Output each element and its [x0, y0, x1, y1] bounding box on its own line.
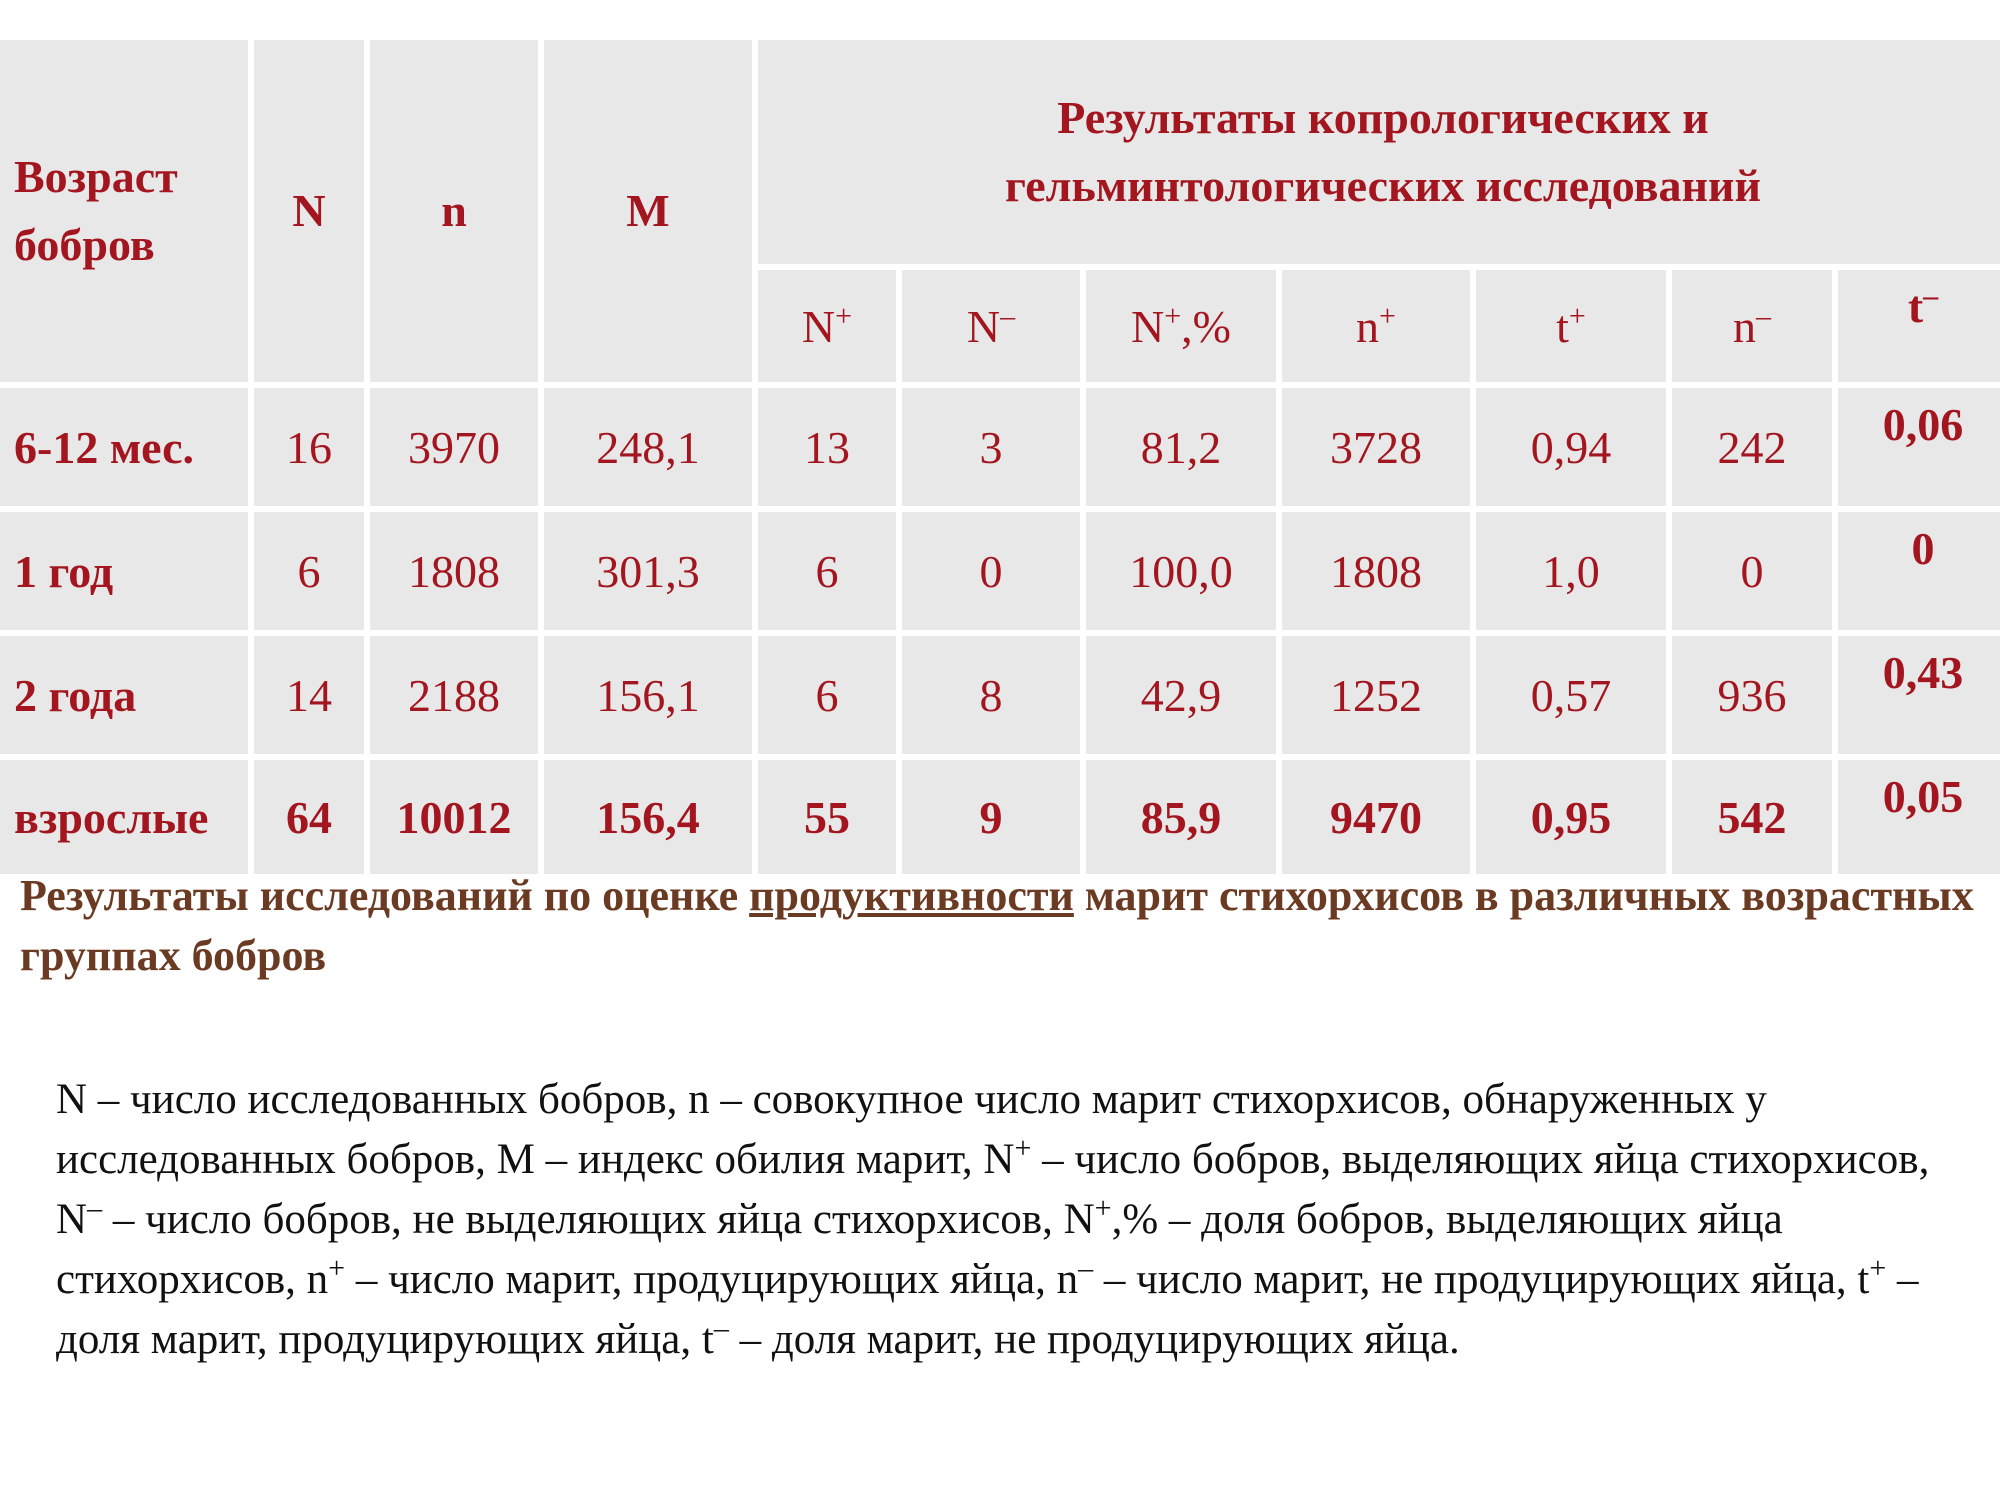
- header-symbol: N: [966, 300, 1001, 352]
- cell-Nm: 9: [902, 760, 1080, 874]
- header-row-1: [0, 40, 2000, 264]
- header-suffix: ,%: [1181, 300, 1231, 352]
- legend-segment: – число бобров, не выделяющих яйца стихорхисов, N: [102, 1196, 1095, 1243]
- cell-np: 9470: [1282, 760, 1470, 874]
- nminus-header: [1672, 270, 1832, 382]
- caption-underlined-word: продуктивности: [749, 871, 1074, 920]
- cell-N: 16: [254, 388, 364, 506]
- cell-N: 64: [254, 760, 364, 874]
- cell-age: взрослые: [0, 760, 248, 874]
- header-symbol: n: [1733, 300, 1756, 352]
- caption-text-start: Результаты исследований по оценке: [20, 871, 750, 920]
- header-superscript: –: [1000, 299, 1016, 333]
- header-superscript: +: [1568, 299, 1586, 333]
- cell-Np: 55: [758, 760, 896, 874]
- age-header: Возраст бобров: [0, 40, 248, 382]
- table-row: [0, 388, 2000, 506]
- cell-nm: 242: [1672, 388, 1832, 506]
- cell-Np: 6: [758, 636, 896, 754]
- cell-tp: 0,94: [1476, 388, 1666, 506]
- header-superscript: +: [1379, 299, 1396, 333]
- cell-M: 156,4: [544, 760, 752, 874]
- cell-Npct: 85,9: [1086, 760, 1276, 874]
- legend-segment: – число марит, не продуцирующих яйца, t: [1093, 1256, 1870, 1303]
- header-symbol: n: [1356, 300, 1380, 352]
- results-table-container: [0, 40, 1990, 858]
- cell-n: 10012: [370, 760, 538, 874]
- legend-superscript: +: [328, 1251, 346, 1285]
- legend-segment: – доля марит, не продуцирующих яйца.: [728, 1316, 1460, 1363]
- cell-Npct: 42,9: [1086, 636, 1276, 754]
- header-symbol: t: [1556, 300, 1569, 352]
- cell-age: 6-12 мес.: [0, 388, 248, 506]
- cell-np: 1808: [1282, 512, 1470, 630]
- legend-superscript: –: [713, 1311, 729, 1345]
- legend-superscript: +: [1869, 1251, 1887, 1285]
- cell-Nm: 8: [902, 636, 1080, 754]
- tplus-header: [1476, 270, 1666, 382]
- cell-nm: 542: [1672, 760, 1832, 874]
- table-row: [0, 636, 2000, 754]
- legend-superscript: –: [87, 1191, 103, 1225]
- cell-tp: 0,95: [1476, 760, 1666, 874]
- group-title-text: Результаты копрологических и гельминтологических исследований: [1004, 92, 1762, 211]
- cell-N: 14: [254, 636, 364, 754]
- cell-Npct: 100,0: [1086, 512, 1276, 630]
- cell-Npct: 81,2: [1086, 388, 1276, 506]
- cell-M: 156,1: [544, 636, 752, 754]
- table-row: [0, 760, 2000, 874]
- M-header: M: [544, 40, 752, 382]
- header-symbol: N: [801, 300, 836, 352]
- cell-Nm: 3: [902, 388, 1080, 506]
- cell-tm: 0,43: [1838, 636, 2000, 754]
- legend-segment: – число бобров, выделяющих яйца стихорхисов, N: [56, 1136, 1930, 1243]
- cell-M: 248,1: [544, 388, 752, 506]
- legend-superscript: +: [1094, 1191, 1112, 1225]
- cell-tm: 0,05: [1838, 760, 2000, 874]
- header-symbol: t: [1907, 281, 1924, 332]
- caption-text-end: марит стихорхисов в различных возрастных группах бобров: [20, 871, 1974, 980]
- group-title-header: [758, 40, 2000, 264]
- cell-Np: 13: [758, 388, 896, 506]
- n-header: n: [370, 40, 538, 382]
- cell-np: 3728: [1282, 388, 1470, 506]
- legend-segment: ,% – доля бобров, выделяющих яйца стихорхисов, n: [56, 1196, 1783, 1303]
- cell-np: 1252: [1282, 636, 1470, 754]
- tminus-header: [1838, 270, 2000, 382]
- legend-segment: – доля марит, продуцирующих яйца, t: [56, 1256, 1919, 1363]
- cell-n: 3970: [370, 388, 538, 506]
- cell-nm: 0: [1672, 512, 1832, 630]
- nplus-header: [1282, 270, 1470, 382]
- cell-tp: 1,0: [1476, 512, 1666, 630]
- legend-segment: N – число исследованных бобров, n – совокупное число марит стихорхисов, обнаруженных у исследованных бобров, M – индекс обилия марит, N: [56, 1076, 1767, 1183]
- header-superscript: –: [1756, 299, 1771, 333]
- cell-Nm: 0: [902, 512, 1080, 630]
- table-row: [0, 512, 2000, 630]
- Nplus-pct-header: [1086, 270, 1276, 382]
- cell-tm: 0,06: [1838, 388, 2000, 506]
- cell-n: 2188: [370, 636, 538, 754]
- Nplus-header: [758, 270, 896, 382]
- cell-tp: 0,57: [1476, 636, 1666, 754]
- header-superscript: –: [1923, 279, 1939, 313]
- cell-nm: 936: [1672, 636, 1832, 754]
- cell-M: 301,3: [544, 512, 752, 630]
- cell-age: 2 года: [0, 636, 248, 754]
- legend-superscript: +: [1014, 1131, 1032, 1165]
- header-superscript: +: [1164, 299, 1182, 333]
- results-table: [0, 34, 2000, 880]
- cell-N: 6: [254, 512, 364, 630]
- header-symbol: N: [1131, 300, 1165, 352]
- Nminus-header: [902, 270, 1080, 382]
- N-header: N: [254, 40, 364, 382]
- legend-segment: – число марит, продуцирующих яйца, n: [345, 1256, 1079, 1303]
- legend-superscript: –: [1078, 1251, 1094, 1285]
- cell-tm: 0: [1838, 512, 2000, 630]
- legend-text: [56, 1070, 1956, 1370]
- header-superscript: +: [835, 299, 853, 333]
- cell-Np: 6: [758, 512, 896, 630]
- cell-n: 1808: [370, 512, 538, 630]
- table-caption: [20, 866, 1980, 986]
- cell-age: 1 год: [0, 512, 248, 630]
